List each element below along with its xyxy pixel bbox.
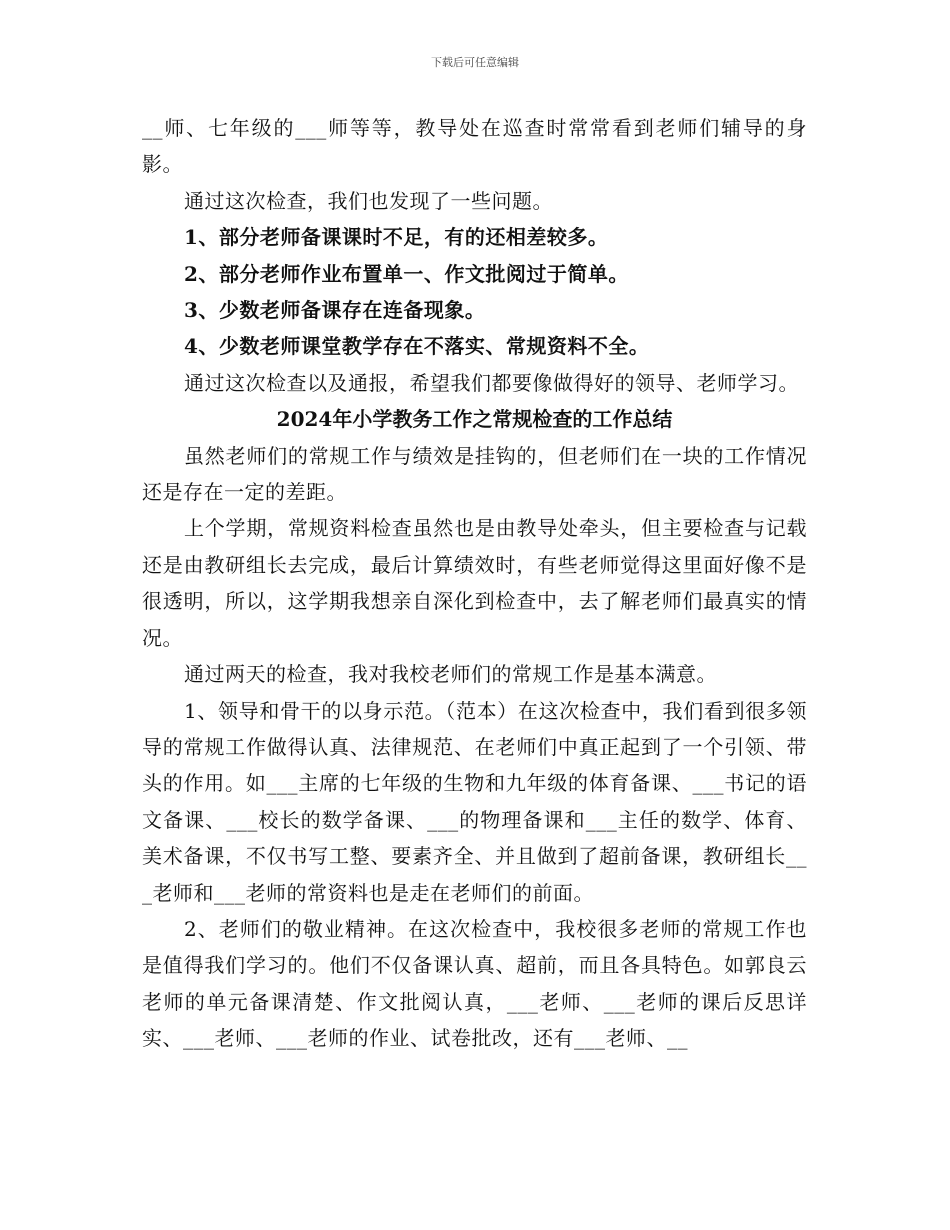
paragraph-problems-intro: 通过这次检查，我们也发现了一些问题。 <box>184 188 553 213</box>
paragraph-continuation: __师、七年级的___师等等，教导处在巡查时常常看到老师们辅导的身影。 <box>142 116 807 177</box>
problem-item-2: 2、部分老师作业布置单一、作文批阅过于简单。 <box>184 261 629 286</box>
paragraph-intro: 虽然老师们的常规工作与绩效是挂钩的，但老师们在一块的工作情况还是存在一定的差距。 <box>142 443 807 505</box>
paragraph-conclusion: 通过这次检查以及通报，希望我们都要像做得好的领导、老师学习。 <box>184 370 799 395</box>
problem-item-1: 1、部分老师备课课时不足，有的还相差较多。 <box>184 225 609 250</box>
paragraph-last-semester: 上个学期，常规资料检查虽然也是由教导处牵头，但主要检查与记载还是由教研组长去完成，最后计算绩效时，有些老师觉得这里面好像不是很透明，所以，这学期我想亲自深化到检查中，去了解老师们最真实的情况。 <box>142 516 807 650</box>
page-header-note: 下载后可任意编辑 <box>431 56 519 69</box>
section-title: 2024年小学教务工作之常规检查的工作总结 <box>276 407 673 432</box>
paragraph-point-1: 1、领导和骨干的以身示范。（范本）在这次检查中，我们看到很多领导的常规工作做得认真、法律规范、在老师们中真正起到了一个引领、带头的作用。如___主席的七年级的生物和九年级的体育备课、___书记的语文备课、___校长的数学备课、___的物理备课和___主任的数学、体育、美术备课，不仅书写工整、要素齐全、并且做到了超前备课，教研组长___老师和___老师的常资料也是走在老师们的前面。 <box>142 698 807 905</box>
problem-item-3: 3、少数老师备课存在连备现象。 <box>184 298 486 323</box>
paragraph-point-2: 2、老师们的敬业精神。在这次检查中，我校很多老师的常规工作也是值得我们学习的。他们不仅备课认真、超前，而且各具特色。如郭良云老师的单元备课清楚、作文批阅认真，___老师、___老师的课后反思详实、___老师、___老师的作业、试卷批改，还有___老师、__ <box>142 916 807 1051</box>
problem-item-4: 4、少数老师课堂教学存在不落实、常规资料不全。 <box>184 334 650 359</box>
document-body <box>142 110 807 1057</box>
paragraph-satisfaction: 通过两天的检查，我对我校老师们的常规工作是基本满意。 <box>184 662 717 687</box>
